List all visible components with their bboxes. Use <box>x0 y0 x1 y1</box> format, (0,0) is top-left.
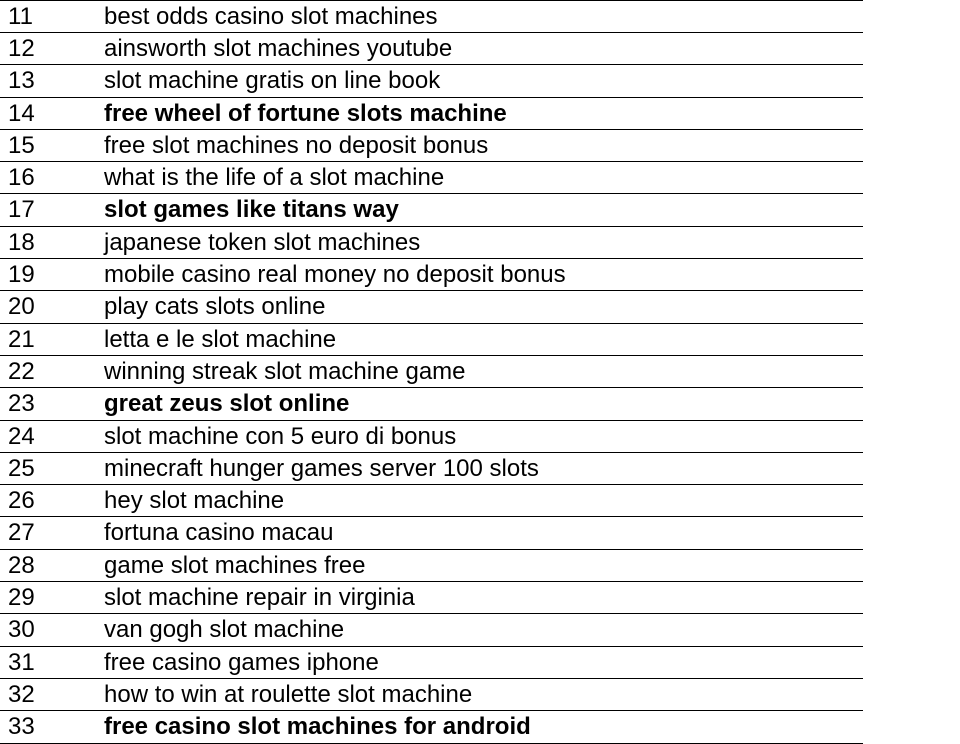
table-row <box>0 453 863 485</box>
row-text: winning streak slot machine game <box>104 357 466 385</box>
row-text: letta e le slot machine <box>104 325 337 353</box>
table-row <box>0 33 863 65</box>
table-row <box>0 582 863 614</box>
table-row <box>0 227 863 259</box>
table-row <box>0 421 863 453</box>
row-number: 16 <box>8 164 35 192</box>
row-text: free slot machines no deposit bonus <box>104 131 489 159</box>
row-number: 32 <box>8 680 35 708</box>
row-number: 22 <box>8 357 35 385</box>
row-number: 28 <box>8 551 35 579</box>
row-number: 23 <box>8 390 35 418</box>
row-number: 26 <box>8 487 35 515</box>
table-row <box>0 517 863 549</box>
row-number: 11 <box>8 3 33 30</box>
row-number: 31 <box>8 648 35 676</box>
row-text: great zeus slot online <box>104 390 350 418</box>
row-text: free casino games iphone <box>104 648 379 676</box>
row-number: 25 <box>8 454 35 482</box>
row-text: japanese token slot machines <box>104 228 421 256</box>
row-number: 18 <box>8 228 35 256</box>
row-number: 21 <box>8 325 35 353</box>
table-row <box>0 162 863 194</box>
row-number: 14 <box>8 99 35 127</box>
table-row <box>0 550 863 582</box>
table-row <box>0 324 863 356</box>
row-text: hey slot machine <box>104 487 285 515</box>
row-text: free casino slot machines for android <box>104 713 531 741</box>
row-text: how to win at roulette slot machine <box>104 680 473 708</box>
row-number: 24 <box>8 422 35 450</box>
row-number: 27 <box>8 519 35 547</box>
table-row <box>0 130 863 162</box>
table-row <box>0 65 863 97</box>
row-text: minecraft hunger games server 100 slots <box>104 454 539 482</box>
table-row <box>0 98 863 130</box>
table-row <box>0 711 863 743</box>
row-number: 15 <box>8 131 35 159</box>
row-text: game slot machines free <box>104 551 366 579</box>
row-number: 20 <box>8 293 35 321</box>
table-row <box>0 485 863 517</box>
row-text: fortuna casino macau <box>104 519 334 547</box>
table-row <box>0 647 863 679</box>
row-number: 12 <box>8 35 35 62</box>
row-text: what is the life of a slot machine <box>104 164 445 192</box>
row-number: 30 <box>8 616 35 644</box>
row-text: van gogh slot machine <box>104 616 345 644</box>
row-text: slot machine repair in virginia <box>104 584 415 612</box>
row-number: 29 <box>8 584 35 612</box>
table-row <box>0 356 863 388</box>
row-text: slot machine gratis on line book <box>104 67 441 95</box>
row-number: 17 <box>8 196 35 224</box>
table-row <box>0 291 863 323</box>
row-text: ainsworth slot machines youtube <box>104 35 453 62</box>
row-text: play cats slots online <box>104 293 326 321</box>
table-row <box>0 0 863 33</box>
table-row <box>0 194 863 226</box>
row-text: mobile casino real money no deposit bonus <box>104 261 566 289</box>
row-number: 19 <box>8 261 35 289</box>
row-number: 33 <box>8 713 35 741</box>
table-row <box>0 259 863 291</box>
row-text: slot games like titans way <box>104 196 399 224</box>
row-number: 13 <box>8 67 35 95</box>
table-row <box>0 679 863 711</box>
row-text: best odds casino slot machines <box>104 3 438 30</box>
row-text: slot machine con 5 euro di bonus <box>104 422 457 450</box>
row-text: free wheel of fortune slots machine <box>104 99 507 127</box>
table-row <box>0 388 863 420</box>
table-row <box>0 614 863 646</box>
